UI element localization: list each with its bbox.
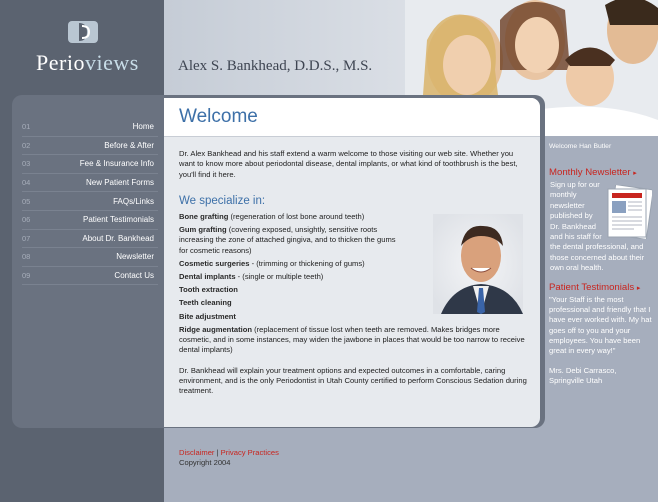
arrow-right-icon: ▸ [636, 285, 641, 292]
newsletter-description [550, 180, 656, 274]
specialty-name: Ridge augmentation [179, 324, 252, 334]
specialize-heading: We specialize in: [179, 195, 266, 207]
testimonial-city: Springville Utah [549, 376, 603, 386]
newsletter-heading[interactable] [549, 167, 637, 178]
specialty-name: Cosmetic surgeries [179, 258, 250, 268]
testimonial [549, 295, 657, 387]
nav-number: 03 [22, 159, 31, 169]
specialty-desc: (replacement of tissue lost when teeth are removed. Makes bridges more cosmetic, and in some instances, may widen the jawbone in places that would be too narrow to receive dental implants) [179, 324, 525, 355]
specialty-desc: (covering exposed, unsightly, sensitive roots increasing the zone of attached gingiva, and to thicken the gums for cosmetic reasons) [179, 225, 396, 255]
nav-label: New Patient Forms [85, 178, 154, 188]
nav-label: FAQs/Links [113, 196, 154, 206]
nav-number: 09 [22, 271, 31, 281]
footer-separator: | [214, 448, 221, 457]
main-nav [22, 118, 158, 285]
footer [179, 448, 279, 467]
nav-item-about[interactable] [22, 230, 158, 249]
nav-number: 04 [22, 178, 31, 188]
nav-item-newsletter[interactable] [22, 248, 158, 267]
specialty-desc: (regeneration of lost bone around teeth) [228, 212, 365, 221]
specialty-item [179, 225, 399, 256]
nav-number: 06 [22, 215, 31, 225]
specialty-desc: - (single or multiple teeth) [235, 272, 324, 282]
privacy-link[interactable]: Privacy Practices [220, 448, 279, 457]
disclaimer-link[interactable]: Disclaimer [179, 448, 215, 457]
testimonials-heading[interactable] [549, 282, 640, 293]
nav-item-contact[interactable] [22, 267, 158, 286]
logo-text-1: Perio [36, 50, 85, 75]
nav-label: Fee & Insurance Info [79, 159, 154, 169]
nav-item-fee-insurance[interactable] [22, 155, 158, 174]
specialty-item [179, 325, 527, 356]
nav-number: 07 [22, 233, 31, 243]
welcome-user: Welcome Han Butler [549, 143, 612, 150]
specialty-name: Gum grafting [179, 225, 227, 235]
testimonials-title: Patient Testimonials [549, 282, 635, 293]
doctor-name: Alex S. Bankhead, D.D.S., M.S. [178, 58, 373, 74]
nav-item-testimonials[interactable] [22, 211, 158, 230]
page-title: Welcome [179, 106, 258, 127]
specialty-name: Dental implants [179, 272, 236, 282]
nav-item-home[interactable] [22, 118, 158, 137]
nav-number: 05 [22, 196, 31, 206]
nav-item-faqs-links[interactable] [22, 192, 158, 211]
specialty-desc: - (trimming or thickening of gums) [249, 258, 365, 268]
site-logo[interactable] [36, 50, 139, 76]
closing-paragraph: Dr. Bankhead will explain your treatment options and expected outcomes in a comfortable, caring environment, and is the only Periodontist in Utah County certified to perform Conscious Sedation during treatment. [179, 366, 527, 396]
specialty-name: Bone grafting [179, 212, 229, 221]
nav-item-before-after[interactable] [22, 137, 158, 156]
testimonial-author: Mrs. Debi Carrasco, [549, 366, 617, 376]
tooth-logo-icon [65, 20, 101, 44]
footer-links [179, 448, 279, 458]
newsletter-title: Monthly Newsletter [549, 167, 631, 178]
specialty-name: Tooth extraction [179, 285, 238, 295]
testimonial-quote: "Your Staff is the most professional and friendly that I have ever worked with. My hat goes off to you and your employees. You have been great in every way!" [549, 295, 652, 356]
nav-label: Home [132, 122, 154, 132]
nav-label: Patient Testimonials [83, 215, 154, 225]
newsletter-copy: Sign up for our monthly newsletter published by Dr. Bankhead and his staff for the dental professional, and those concerned about their own oral health. [550, 180, 645, 273]
specialty-name: Teeth cleaning [179, 298, 232, 308]
nav-label: Newsletter [116, 252, 154, 262]
nav-number: 01 [22, 122, 31, 132]
nav-item-new-patient-forms[interactable] [22, 174, 158, 193]
logo-text-2: views [84, 50, 139, 75]
nav-label: Before & After [104, 140, 154, 150]
nav-label: Contact Us [114, 271, 154, 281]
nav-number: 08 [22, 252, 31, 262]
nav-number: 02 [22, 140, 31, 150]
copyright: Copyright 2004 [179, 457, 231, 467]
thumbnail-spacer [602, 180, 656, 240]
arrow-right-icon: ▸ [633, 170, 637, 177]
nav-label: About Dr. Bankhead [82, 233, 154, 243]
specialty-name: Bite adjustment [179, 311, 236, 321]
doctor-photo [433, 214, 523, 314]
intro-paragraph: Dr. Alex Bankhead and his staff extend a warm welcome to those visiting our web site. Whether you want to know more about periodontal disease, dental implants, or what kind of toothbrush is the best, you'll find it here. [179, 149, 518, 179]
